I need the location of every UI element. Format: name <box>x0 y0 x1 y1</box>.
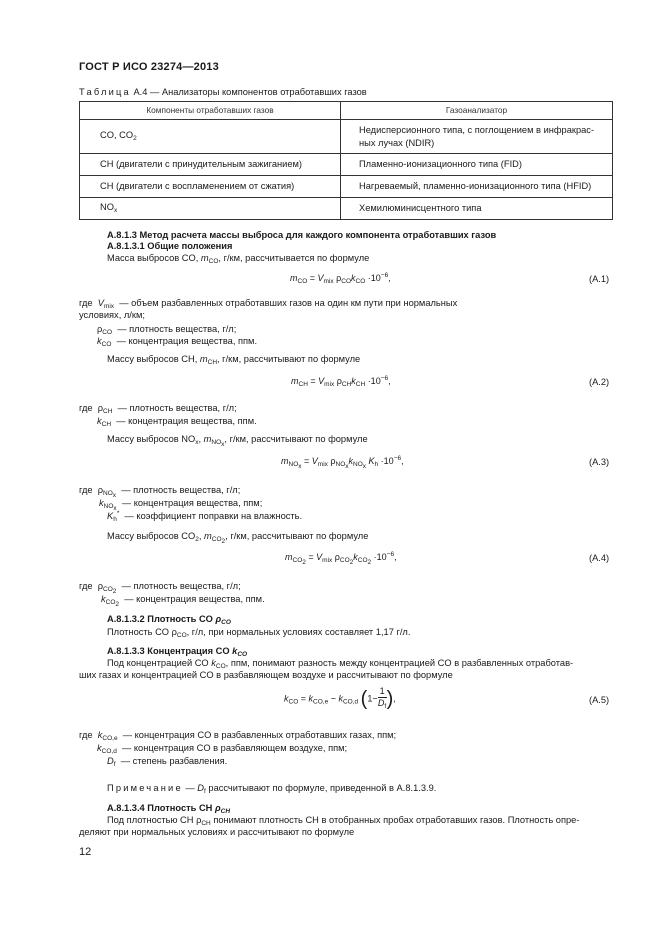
definition-text: — объем разбавленных отработавших газов на один км пути при нормальных <box>119 298 458 308</box>
where-rho-ch: где $\rho_{CH}$ — плотность вещества, г/л; <box>79 403 237 415</box>
definition-text: — степень разбавления. <box>120 756 228 766</box>
table-cell: $NO_x$ <box>80 198 341 220</box>
where-df: $D_f$ — степень разбавления. <box>107 756 228 768</box>
document-header: ГОСТ Р ИСО 23274—2013 <box>79 61 219 73</box>
equation-number: (А.4) <box>589 553 610 563</box>
section-heading: А.8.1.3.2 Плотность CO $\rho_{CO}$ <box>107 614 231 626</box>
definition-text: условиях, л/км; <box>79 310 145 320</box>
formula-a2: $m_{CH} = V_{mix}$ $\rho_{CH}k_{CH} \cdot 10^{-6}$, <box>291 375 391 388</box>
paragraph: Массу выбросов $CO_2$, $m_{CO_2}$, г/км, рассчитывают по формуле <box>107 531 369 545</box>
formula-a3: $m_{NO_x} = V_{mix}$ $\rho_{NO_x}k_{NO_x}$ $K_h \cdot 10^{-6}$, <box>281 455 404 470</box>
paragraph: Плотность CO $\rho_{CO}$, г/л, при нормальных условиях составляет 1,17 г/л. <box>107 627 411 639</box>
where-kcoe: где $k_{CO,e}$ — концентрация CO в разбавленных отработавших газах, ппм; <box>79 730 397 742</box>
formula-a5: $k_{CO} = k_{CO,e} - k_{CO,d}$ (1− $\frac{1}{D_f}$ ), <box>284 686 396 710</box>
table-cell: CH (двигатели с принудительным зажиганием) <box>80 154 341 176</box>
formula-a4: $m_{CO_2} = V_{mix}$ $\rho_{CO_2}k_{CO_2} \cdot 10^{-6}$, <box>285 551 397 566</box>
table-header-components: Компоненты отработавших газов <box>80 102 341 120</box>
paragraph: Под концентрацией CO $k_{CO}$, ппм, понимают разность между концентрацией CO в разбавленных отработав- <box>107 658 574 670</box>
table-cell: CH (двигатели с воспламенением от сжатия) <box>80 176 341 198</box>
paragraph: Массу выбросов CH, $m_{CH}$, г/км, рассчитывают по формуле <box>107 354 361 366</box>
definition-text: — концентрация CO в разбавляющем воздухе, ппм; <box>122 743 348 753</box>
fraction: $\frac{1}{D_f}$ <box>377 686 387 710</box>
definition-text: — плотность вещества, г/л; <box>117 403 237 413</box>
note: Примечание — $D_f$ рассчитывают по формуле, приведенной в А.8.1.3.9. <box>107 783 437 795</box>
paren: ( <box>360 688 368 710</box>
paragraph: Под плотностью CH $\rho_{CH}$ понимают плотность CH в отобранных пробах отработавших газов. Плотность опре- <box>107 815 580 827</box>
table-cell: Нагреваемый, пламенно-ионизационного типа (HFID) <box>341 176 613 198</box>
definition-text: — плотность вещества, г/л; <box>121 581 241 591</box>
definition-text: — коэффициент поправки на влажность. <box>124 511 303 521</box>
table-cell: Пламенно-ионизационного типа (FID) <box>341 154 613 176</box>
where-rho-co: $\rho_{CO}$ — плотность вещества, г/л; <box>97 324 237 336</box>
definition-text: — концентрация вещества, ппм; <box>121 498 263 508</box>
equation-number: (А.2) <box>589 377 610 387</box>
table-cell: Хемилюминисцентного типа <box>341 198 613 220</box>
paragraph: Массу выбросов $NO_x$, $m_{NO_x}$, г/км, рассчитывают по формуле <box>107 434 368 448</box>
section-heading: А.8.1.3.1 Общие положения <box>107 241 233 251</box>
table-caption-word: Таблица <box>79 87 131 97</box>
where-k-nox: $k_{NO_x}$ — концентрация вещества, ппм; <box>99 498 263 512</box>
note-word: Примечание <box>107 783 183 793</box>
equation-number: (А.1) <box>589 274 610 284</box>
table-header-analyzer: Газоанализатор <box>341 102 613 120</box>
paragraph: ших газах и концентрацией CO в разбавляющем воздухе и рассчитывают по формуле <box>79 670 453 680</box>
paragraph: деляют при нормальных условиях и рассчитывают по формуле <box>79 827 355 837</box>
table-caption <box>79 86 367 98</box>
table-cell: CO, $CO_2$ <box>80 120 341 154</box>
definition-text: — концентрация CO в разбавленных отработавших газах, ппм; <box>122 730 397 740</box>
definition-text: — плотность вещества, г/л; <box>121 485 241 495</box>
section-heading: А.8.1.3.4 Плотность CH $\rho_{CH}$ <box>107 803 231 815</box>
page-number: 12 <box>79 846 92 858</box>
definition-text: — концентрация вещества, ппм. <box>116 416 257 426</box>
where-kcod: $k_{CO,d}$ — концентрация CO в разбавляющем воздухе, ппм; <box>97 743 348 755</box>
table-caption-rest: А.4 — Анализаторы компонентов отработавших газов <box>133 87 367 97</box>
where-k-co2: $k_{CO_2}$ — концентрация вещества, ппм. <box>101 594 265 608</box>
equation-number: (А.3) <box>589 457 610 467</box>
paragraph: Масса выбросов CO, $m_{CO}$, г/км, рассчитывается по формуле <box>107 253 370 265</box>
paren: ) <box>386 688 394 710</box>
section-heading: А.8.1.3.3 Концентрация CO $k_{CO}$ <box>107 646 248 658</box>
where-rho-co2: где $\rho_{CO_2}$ — плотность вещества, г/л; <box>79 581 241 595</box>
where-rho-nox: где $\rho_{NO_x}$ — плотность вещества, г/л; <box>79 485 241 499</box>
formula-a1: $m_{CO} = V_{mix}$ $\rho_{CO}k_{CO} \cdot 10^{-6}$, <box>290 272 391 285</box>
definition-text: — плотность вещества, г/л; <box>117 324 237 334</box>
where-k-ch: $k_{CH}$ — концентрация вещества, ппм. <box>97 416 257 428</box>
definition-text: — концентрация вещества, ппм. <box>116 336 258 346</box>
where-k-co: $k_{CO}$ — концентрация вещества, ппм. <box>97 336 258 348</box>
where-kh: $K_h^*$ — коэффициент поправки на влажность. <box>107 510 303 523</box>
where-vmix: где $V_{mix}$ — объем разбавленных отработавших газов на один км пути при нормальных <box>79 298 458 310</box>
table-cell: Недисперсионного типа, с поглощением в инфракрас- ных лучах (NDIR) <box>341 120 613 154</box>
definition-text: — концентрация вещества, ппм. <box>124 594 265 604</box>
analyzers-table <box>79 101 613 220</box>
section-heading: А.8.1.3 Метод расчета массы выброса для каждого компонента отработавших газов <box>107 230 497 240</box>
equation-number: (А.5) <box>589 695 610 705</box>
